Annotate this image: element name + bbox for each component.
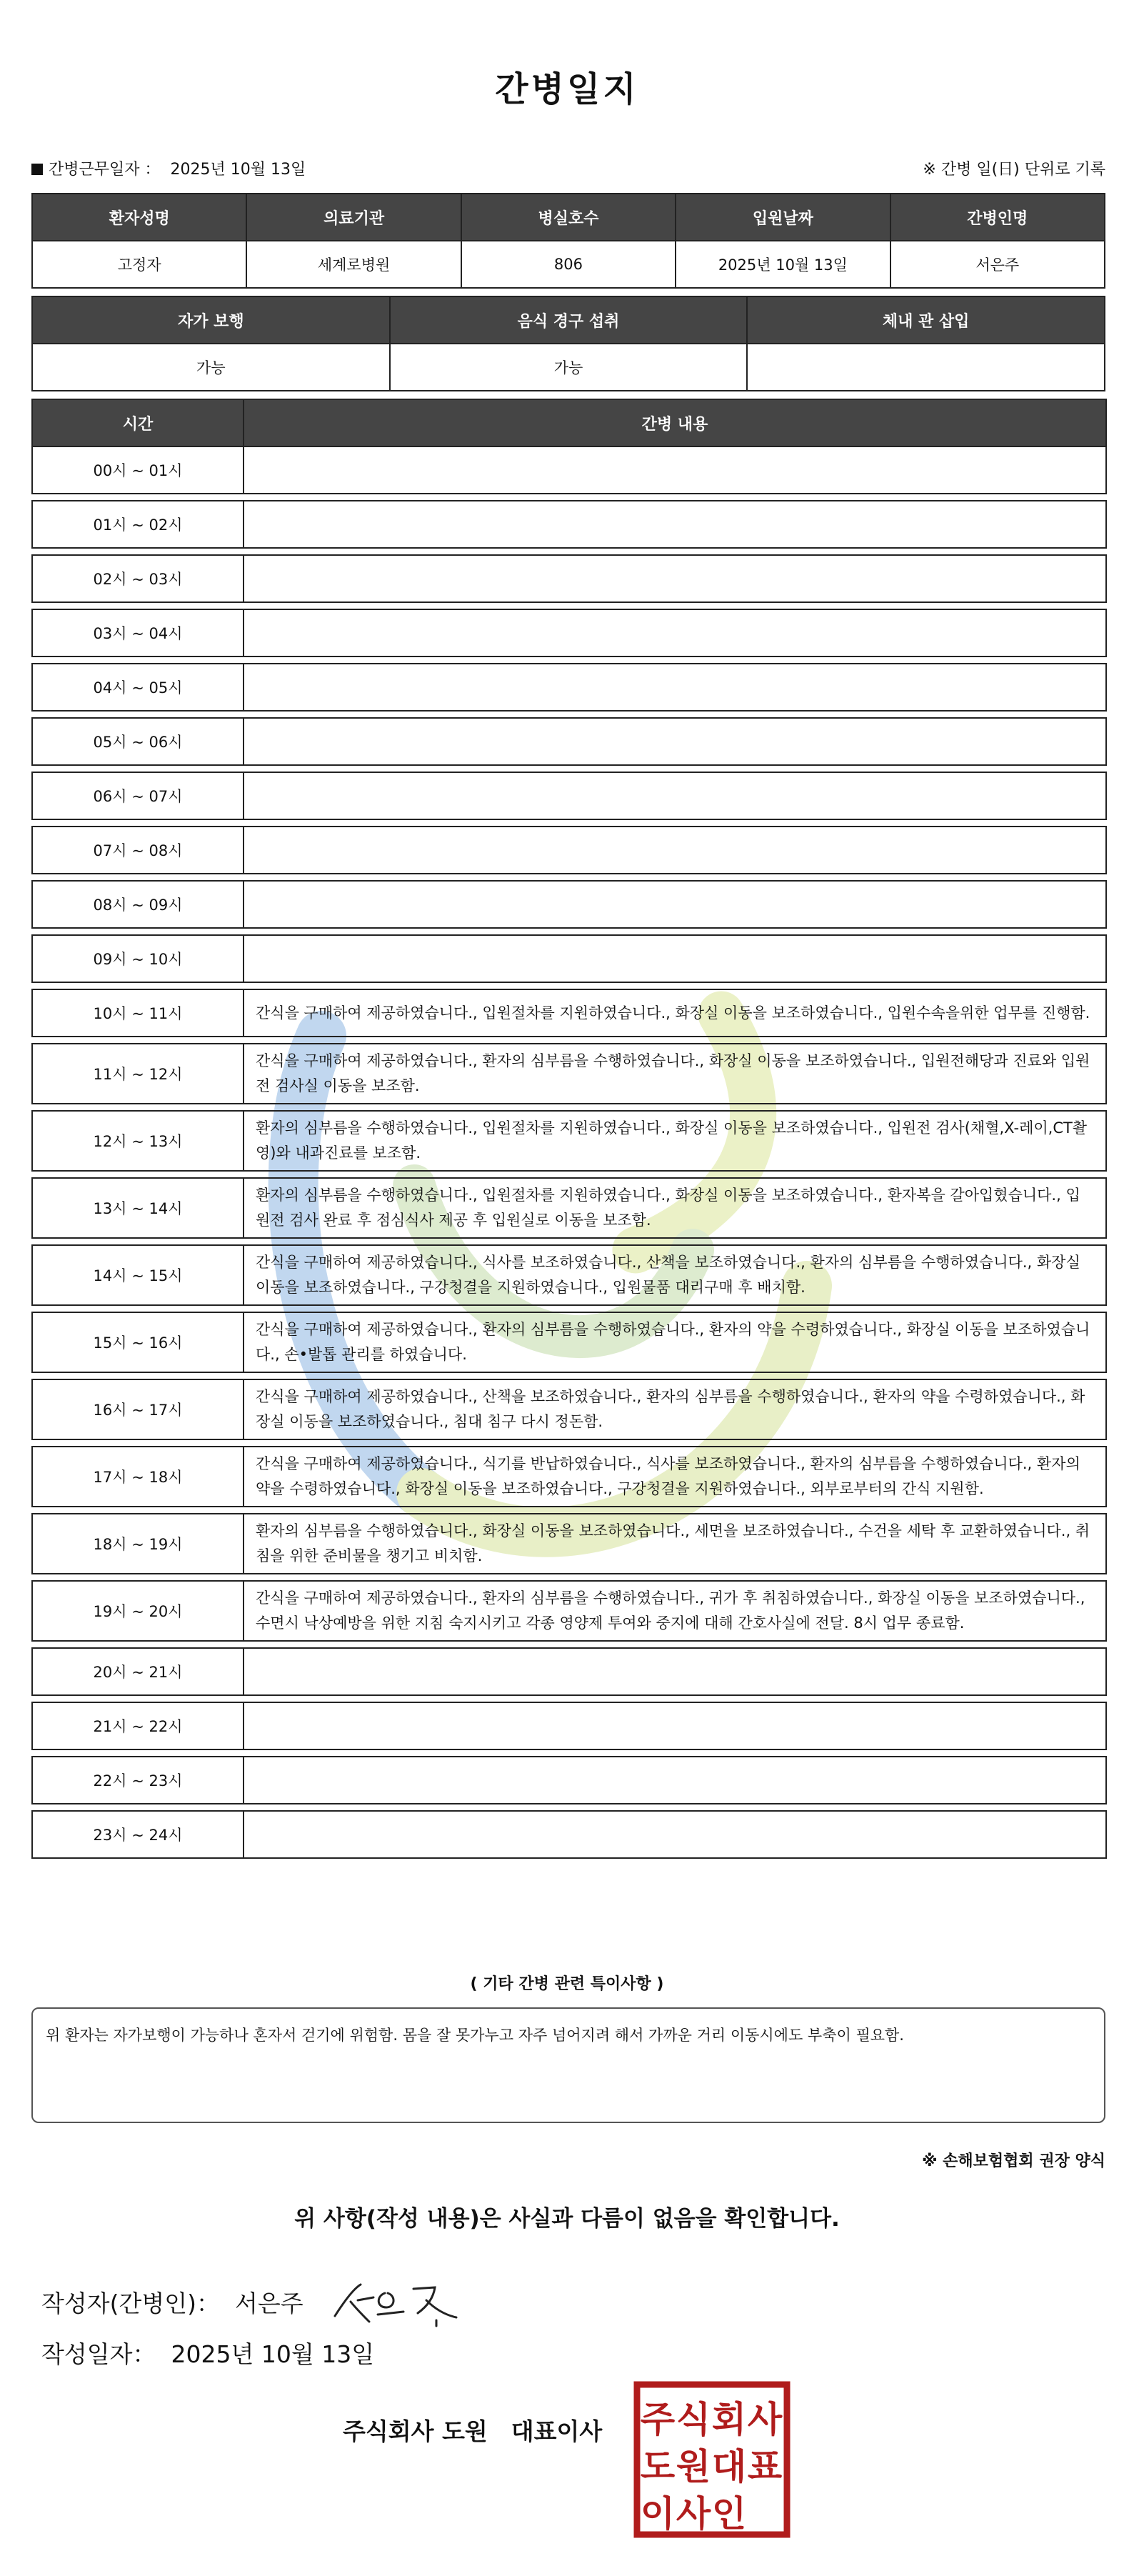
table-row	[32, 446, 1106, 494]
time-cell: 08시 ~ 09시	[32, 881, 244, 928]
time-cell: 12시 ~ 13시	[32, 1111, 244, 1171]
row-gap	[32, 1305, 1106, 1312]
header-caregiver-name: 간병인명	[890, 194, 1105, 241]
time-cell: 15시 ~ 16시	[32, 1312, 244, 1372]
page-title: 간병일지	[495, 69, 639, 109]
care-content-cell: 간식을 구매하여 제공하였습니다., 식사를 보조하였습니다., 산책을 보조하였습니다., 환자의 심부름을 수행하였습니다., 화장실 이동을 보조하였습니다., 구강청결을 지원하였습니다., 입원물품 대리구매 후 배치함.	[244, 1245, 1106, 1305]
care-content-cell: 환자의 심부름을 수행하였습니다., 입원절차를 지원하였습니다., 화장실 이동을 보조하였습니다., 입원전 검사(채혈,X-레이,CT촬영)와 내과진료를 보조함.	[244, 1111, 1106, 1171]
row-spacer	[32, 1574, 1106, 1581]
row-gap	[32, 602, 1106, 609]
time-cell: 20시 ~ 21시	[32, 1648, 244, 1695]
header-room: 병실호수	[461, 194, 676, 241]
row-gap	[32, 982, 1106, 989]
header-time: 시간	[32, 399, 244, 446]
care-content-cell	[244, 555, 1106, 602]
row-spacer	[32, 1372, 1106, 1379]
table-row	[32, 881, 1106, 928]
table-row	[32, 609, 1106, 657]
time-cell: 06시 ~ 07시	[32, 772, 244, 819]
time-cell: 17시 ~ 18시	[32, 1447, 244, 1507]
table-row	[32, 1178, 1106, 1238]
row-gap	[32, 657, 1106, 664]
work-date-value: 2025년 10월 13일	[170, 161, 306, 179]
table-row	[32, 935, 1106, 982]
table-row	[32, 1044, 1106, 1104]
row-spacer	[32, 1439, 1106, 1447]
work-date	[31, 157, 306, 179]
row-spacer	[32, 982, 1106, 989]
row-spacer	[32, 1104, 1106, 1111]
table-row	[32, 1312, 1106, 1372]
time-cell: 23시 ~ 24시	[32, 1811, 244, 1858]
table-row	[32, 772, 1106, 819]
row-gap	[32, 1439, 1106, 1447]
time-cell: 13시 ~ 14시	[32, 1178, 244, 1238]
ability-header-row	[32, 296, 1105, 344]
patient-name: 고정자	[32, 241, 246, 288]
ability-table	[31, 296, 1105, 391]
care-content-cell: 간식을 구매하여 제공하였습니다., 환자의 심부름을 수행하였습니다., 화장실 이동을 보조하였습니다., 입원전해당과 진료와 입원전 검사실 이동을 보조함.	[244, 1044, 1106, 1104]
row-spacer	[32, 1037, 1106, 1044]
company-seal-stamp	[633, 2380, 791, 2539]
row-gap	[32, 874, 1106, 881]
write-date-label: 작성일자：	[41, 2340, 156, 2368]
row-gap	[32, 765, 1106, 772]
source-note: ※ 손해보험협회 권장 양식	[922, 2152, 1105, 2170]
oral-intake-value: 가능	[390, 344, 748, 391]
table-row	[32, 555, 1106, 602]
notes-box	[31, 2007, 1105, 2123]
svg-text:주: 주	[640, 2399, 676, 2440]
time-cell: 14시 ~ 15시	[32, 1245, 244, 1305]
write-date-line	[41, 2336, 374, 2370]
row-spacer	[32, 657, 1106, 664]
row-spacer	[32, 819, 1106, 827]
patient-info-value-row	[32, 241, 1105, 288]
time-cell: 03시 ~ 04시	[32, 609, 244, 657]
writer-line	[41, 2279, 465, 2329]
notes-text: 위 환자는 자가보행이 가능하나 혼자서 걷기에 위험함. 몸을 잘 못가누고 자주 넘어지려 해서 가까운 거리 이동시에도 부축이 필요함.	[46, 2027, 904, 2044]
row-spacer	[32, 1804, 1106, 1811]
svg-text:식: 식	[676, 2399, 711, 2440]
hospital-name: 세계로병원	[246, 241, 461, 288]
table-row	[32, 1648, 1106, 1695]
unit-note: ※ 간병 일(日) 단위로 기록	[923, 161, 1105, 179]
time-cell: 18시 ~ 19시	[32, 1514, 244, 1574]
row-gap	[32, 928, 1106, 935]
care-content-cell	[244, 1702, 1106, 1749]
care-content-cell	[244, 772, 1106, 819]
time-cell: 22시 ~ 23시	[32, 1757, 244, 1804]
caregiver-name: 서은주	[890, 241, 1105, 288]
care-content-cell	[244, 664, 1106, 711]
row-gap	[32, 1037, 1106, 1044]
time-cell: 21시 ~ 22시	[32, 1702, 244, 1749]
time-cell: 05시 ~ 06시	[32, 718, 244, 765]
writer-name: 서은주	[235, 2290, 303, 2317]
svg-text:원: 원	[676, 2446, 711, 2487]
self-walking-value: 가능	[32, 344, 390, 391]
tube-insertion-value	[747, 344, 1105, 391]
header-tube-insertion: 체내 관 삽입	[747, 296, 1105, 344]
care-log-table	[31, 399, 1107, 1859]
care-content-cell: 간식을 구매하여 제공하였습니다., 입원절차를 지원하였습니다., 화장실 이동을 보조하였습니다., 입원수속을위한 업무를 진행함.	[244, 989, 1106, 1037]
row-spacer	[32, 874, 1106, 881]
table-row	[32, 1581, 1106, 1641]
time-cell: 01시 ~ 02시	[32, 501, 244, 548]
care-content-cell	[244, 881, 1106, 928]
row-gap	[32, 1507, 1106, 1514]
time-cell: 09시 ~ 10시	[32, 935, 244, 982]
care-content-cell: 환자의 심부름을 수행하였습니다., 입원절차를 지원하였습니다., 화장실 이동을 보조하였습니다., 환자복을 갈아입혔습니다., 입원전 검사 완료 후 점심식사 제공 후 입원실로 이동을 보조함.	[244, 1178, 1106, 1238]
time-cell: 04시 ~ 05시	[32, 664, 244, 711]
meta-row	[31, 157, 1105, 179]
row-spacer	[32, 1171, 1106, 1178]
row-spacer	[32, 1749, 1106, 1757]
care-content-cell	[244, 935, 1106, 982]
care-content-cell	[244, 609, 1106, 657]
svg-text:사: 사	[676, 2493, 711, 2535]
time-cell: 00시 ~ 01시	[32, 446, 244, 494]
row-spacer	[32, 602, 1106, 609]
signature-image	[329, 2279, 465, 2329]
row-gap	[32, 819, 1106, 827]
row-spacer	[32, 1507, 1106, 1514]
work-date-label: 간병근무일자 ：	[49, 161, 161, 179]
table-row	[32, 989, 1106, 1037]
writer-label: 작성자(간병인)：	[41, 2290, 221, 2317]
care-content-cell: 환자의 심부름을 수행하였습니다., 화장실 이동을 보조하였습니다., 세면을 보조하였습니다., 수건을 세탁 후 교환하였습니다., 취침을 위한 준비물을 챙기고 비치함.	[244, 1514, 1106, 1574]
row-spacer	[32, 548, 1106, 555]
row-gap	[32, 1695, 1106, 1702]
room-number: 806	[461, 241, 676, 288]
care-content-cell: 간식을 구매하여 제공하였습니다., 산책을 보조하였습니다., 환자의 심부름을 수행하였습니다., 환자의 약을 수령하였습니다., 화장실 이동을 보조하였습니다., 침대 침구 다시 정돈함.	[244, 1379, 1106, 1439]
svg-text:인: 인	[711, 2493, 747, 2535]
header-patient-name: 환자성명	[32, 194, 246, 241]
svg-text:도: 도	[640, 2446, 676, 2487]
table-row	[32, 1757, 1106, 1804]
row-gap	[32, 494, 1106, 501]
row-spacer	[32, 494, 1106, 501]
table-row	[32, 501, 1106, 548]
row-gap	[32, 1804, 1106, 1811]
svg-text:표: 표	[747, 2446, 783, 2487]
notes-title: ( 기타 간병 관련 특이사항 )	[470, 1975, 664, 1993]
care-content-cell	[244, 1648, 1106, 1695]
row-spacer	[32, 1695, 1106, 1702]
table-row	[32, 1379, 1106, 1439]
table-row	[32, 718, 1106, 765]
ability-value-row	[32, 344, 1105, 391]
row-spacer	[32, 1641, 1106, 1648]
row-gap	[32, 1574, 1106, 1581]
table-row	[32, 827, 1106, 874]
row-spacer	[32, 928, 1106, 935]
header-self-walking: 자가 보행	[32, 296, 390, 344]
row-gap	[32, 1104, 1106, 1111]
time-cell: 02시 ~ 03시	[32, 555, 244, 602]
time-cell: 11시 ~ 12시	[32, 1044, 244, 1104]
care-content-cell	[244, 446, 1106, 494]
care-content-cell	[244, 827, 1106, 874]
row-gap	[32, 711, 1106, 718]
svg-text:사: 사	[747, 2399, 783, 2440]
row-gap	[32, 1238, 1106, 1245]
time-cell: 19시 ~ 20시	[32, 1581, 244, 1641]
row-spacer	[32, 765, 1106, 772]
table-row	[32, 664, 1106, 711]
time-cell: 07시 ~ 08시	[32, 827, 244, 874]
confirmation-statement: 위 사항(작성 내용)은 사실과 다름이 없음을 확인합니다.	[294, 2206, 840, 2232]
admission-date: 2025년 10월 13일	[676, 241, 890, 288]
header-admission-date: 입원날짜	[676, 194, 890, 241]
table-row	[32, 1811, 1106, 1858]
svg-text:대: 대	[711, 2446, 747, 2487]
square-bullet-icon	[31, 164, 43, 175]
patient-info-table	[31, 193, 1105, 289]
table-row	[32, 1514, 1106, 1574]
row-gap	[32, 1641, 1106, 1648]
table-row	[32, 1245, 1106, 1305]
row-spacer	[32, 1305, 1106, 1312]
care-content-cell: 간식을 구매하여 제공하였습니다., 환자의 심부름을 수행하였습니다., 귀가 후 취침하였습니다., 화장실 이동을 보조하였습니다., 수면시 낙상예방을 위한 지침 숙지시키고 각종 영양제 투여와 중지에 대해 간호사실에 전달. 8시 업무 종료함.	[244, 1581, 1106, 1641]
care-content-cell: 간식을 구매하여 제공하였습니다., 식기를 반납하였습니다., 식사를 보조하였습니다., 환자의 심부름을 수행하였습니다., 환자의 약을 수령하였습니다., 화장실 이동을 보조하였습니다., 구강청결을 지원하였습니다., 외부로부터의 간식 지원함.	[244, 1447, 1106, 1507]
write-date-value: 2025년 10월 13일	[171, 2340, 375, 2368]
header-hospital: 의료기관	[246, 194, 461, 241]
row-gap	[32, 548, 1106, 555]
svg-text:회: 회	[711, 2399, 747, 2440]
table-row	[32, 1702, 1106, 1749]
time-cell: 10시 ~ 11시	[32, 989, 244, 1037]
header-oral-intake: 음식 경구 섭취	[390, 296, 748, 344]
care-log-header-row	[32, 399, 1106, 446]
patient-info-header-row	[32, 194, 1105, 241]
care-content-cell	[244, 501, 1106, 548]
care-content-cell: 간식을 구매하여 제공하였습니다., 환자의 심부름을 수행하였습니다., 환자의 약을 수령하였습니다., 화장실 이동을 보조하였습니다., 손•발톱 관리를 하였습니다.	[244, 1312, 1106, 1372]
company-representative: 주식회사 도원 대표이사	[343, 2417, 603, 2445]
row-spacer	[32, 1238, 1106, 1245]
row-gap	[32, 1171, 1106, 1178]
row-spacer	[32, 711, 1106, 718]
svg-text:이: 이	[640, 2493, 676, 2535]
header-care-content: 간병 내용	[244, 399, 1106, 446]
table-row	[32, 1447, 1106, 1507]
table-row	[32, 1111, 1106, 1171]
care-content-cell	[244, 1757, 1106, 1804]
care-content-cell	[244, 1811, 1106, 1858]
care-content-cell	[244, 718, 1106, 765]
care-log-body	[32, 446, 1106, 1858]
row-gap	[32, 1749, 1106, 1757]
time-cell: 16시 ~ 17시	[32, 1379, 244, 1439]
row-gap	[32, 1372, 1106, 1379]
